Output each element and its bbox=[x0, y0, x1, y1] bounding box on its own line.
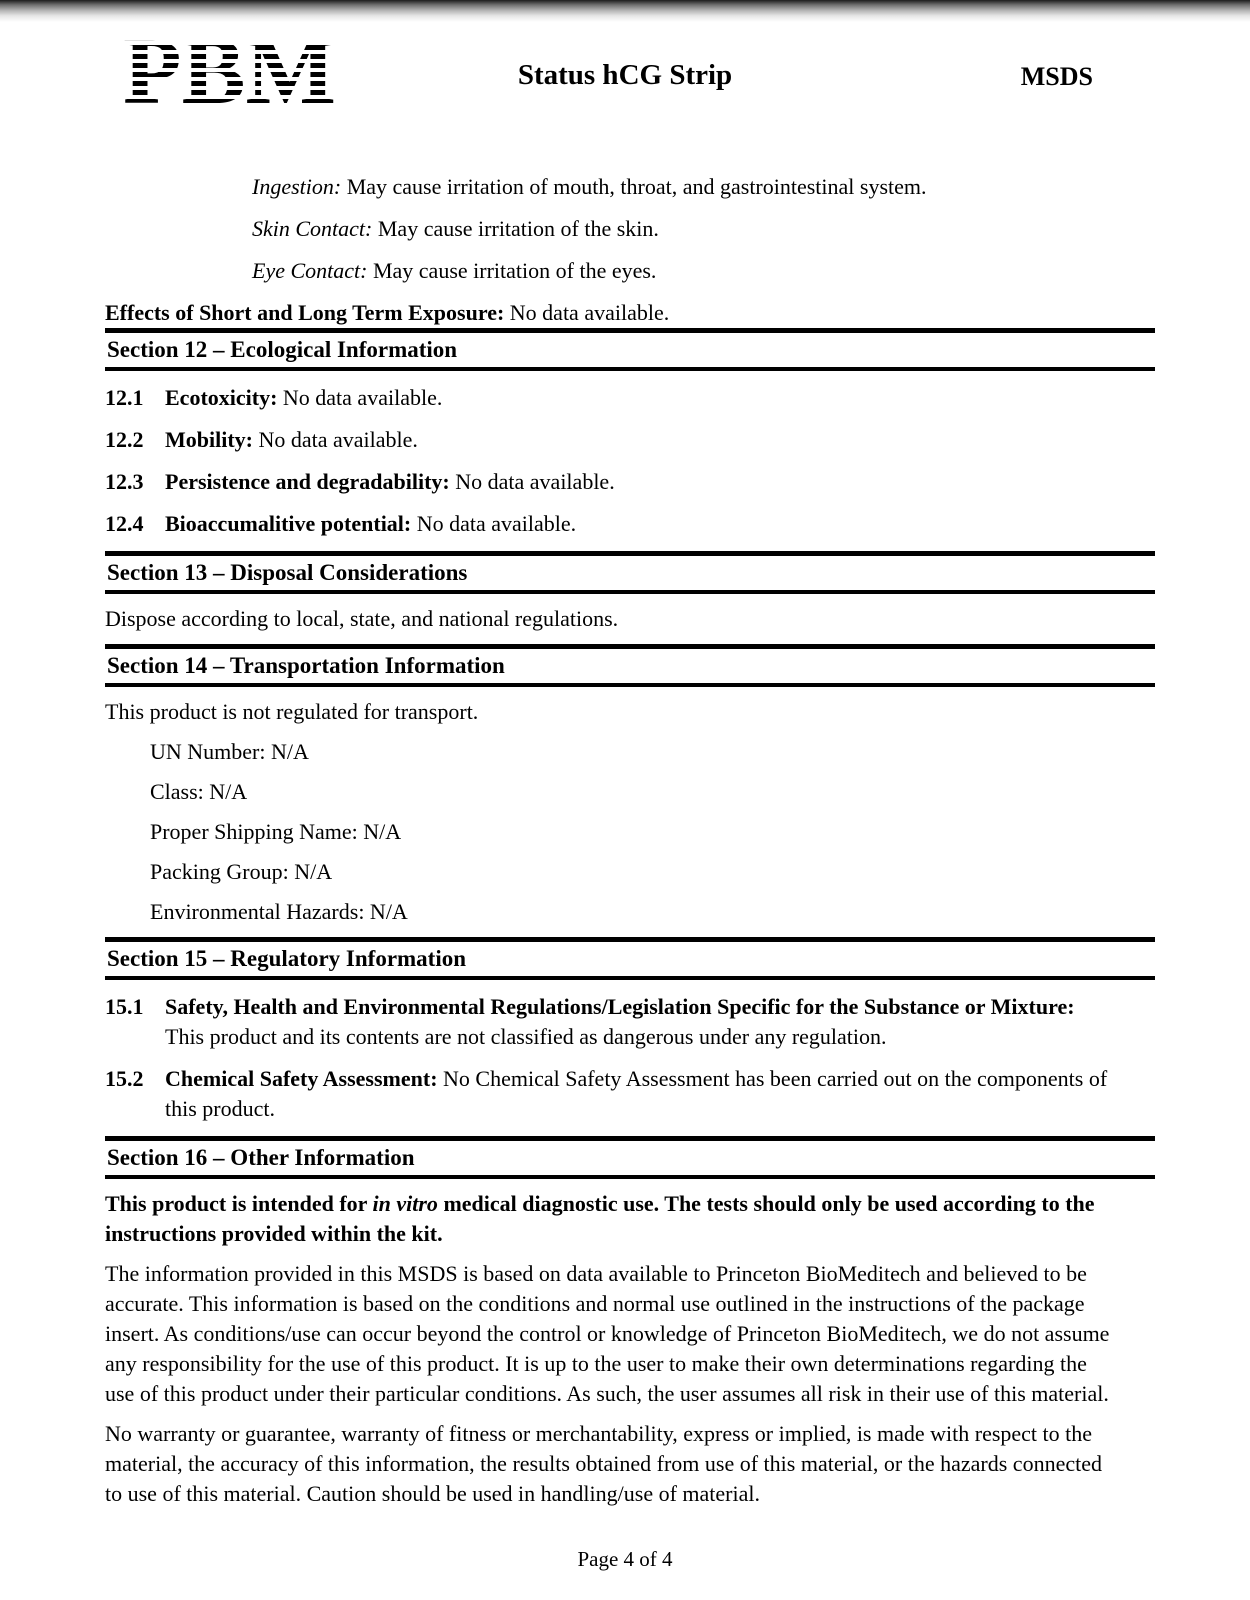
intended-use-pre: This product is intended for bbox=[105, 1191, 373, 1216]
transport-field-shipping-name: Proper Shipping Name: N/A bbox=[150, 819, 402, 844]
section-title: Section 13 – Disposal Considerations bbox=[107, 560, 468, 585]
section-15-header bbox=[105, 937, 1155, 980]
item-label: Persistence and degradability: bbox=[165, 469, 450, 494]
transport-field-un-number: UN Number: N/A bbox=[150, 739, 309, 764]
section-14-intro: This product is not regulated for transport. bbox=[105, 699, 479, 724]
exposure-route-eye-contact bbox=[105, 256, 1155, 286]
section-16-intended-use bbox=[105, 1189, 1110, 1249]
item-text: No Chemical Safety Assessment has been carried out on the components of this product. bbox=[165, 1066, 1108, 1121]
item-number: 15.1 bbox=[105, 994, 144, 1019]
route-label: Skin Contact: bbox=[252, 216, 373, 241]
section-13-text: Dispose according to local, state, and national regulations. bbox=[105, 606, 619, 631]
section-title: Section 14 – Transportation Information bbox=[107, 653, 505, 678]
item-number: 12.3 bbox=[105, 469, 144, 494]
route-text: May cause irritation of the skin. bbox=[377, 216, 659, 241]
route-label: Eye Contact: bbox=[252, 258, 368, 283]
transport-field-packing-group: Packing Group: N/A bbox=[150, 859, 333, 884]
item-text: No data available. bbox=[258, 427, 418, 452]
route-text: May cause irritation of mouth, throat, and gastrointestinal system. bbox=[346, 174, 927, 199]
route-text: May cause irritation of the eyes. bbox=[372, 258, 657, 283]
section-title: Section 12 – Ecological Information bbox=[107, 337, 458, 362]
disclaimer-paragraph-2: No warranty or guarantee, warranty of fitness or merchantability, express or implied, is made with respect to the material, the accuracy of this information, the results obtained from use of this material, or the hazards connected to use of this material. Caution should be used in handling/use of material. bbox=[105, 1421, 1102, 1506]
pbm-logo: PBM bbox=[123, 20, 337, 124]
section-15-item-regulations bbox=[105, 992, 1110, 1052]
in-vitro-emphasis: in vitro bbox=[372, 1191, 438, 1216]
item-label: Chemical Safety Assessment: bbox=[165, 1066, 438, 1091]
item-label: Safety, Health and Environmental Regulations/Legislation Specific for the Substance or Mixture: bbox=[165, 994, 1075, 1019]
section-12-item-ecotoxicity bbox=[105, 383, 1110, 413]
exposure-route-skin-contact bbox=[105, 214, 1155, 244]
item-label: Bioaccumalitive potential: bbox=[165, 511, 412, 536]
section-12-item-persistence bbox=[105, 467, 1110, 497]
section-14-header bbox=[105, 644, 1155, 687]
item-number: 12.2 bbox=[105, 427, 144, 452]
item-label: Ecotoxicity: bbox=[165, 385, 278, 410]
transport-field-environmental-hazards: Environmental Hazards: N/A bbox=[150, 899, 408, 924]
item-number: 15.2 bbox=[105, 1066, 144, 1091]
item-label: Mobility: bbox=[165, 427, 253, 452]
section-13-header bbox=[105, 551, 1155, 594]
disclaimer-paragraph-1: The information provided in this MSDS is based on data available to Princeton BioMeditech and believed to be accurate. This information is based on the conditions and normal use outlined in the instructions of the package insert. As conditions/use can occur beyond the control or knowledge of Princeton BioMeditech, we do not assume any responsibility for the use of this product. It is up to the user to make their own determinations regarding the use of this product under their particular conditions. As such, the user assumes all risk in their use of this material. bbox=[105, 1261, 1110, 1406]
section-12-header bbox=[105, 328, 1155, 371]
document-title: Status hCG Strip bbox=[517, 59, 733, 91]
intended-use-post: medical diagnostic use. The tests should only be used according to the instructions provided within the kit. bbox=[105, 1191, 1095, 1246]
page-header bbox=[0, 0, 1250, 160]
item-text: No data available. bbox=[455, 469, 615, 494]
document-body bbox=[0, 172, 1250, 1509]
item-text: No data available. bbox=[416, 511, 577, 536]
section-12-item-mobility bbox=[105, 425, 1110, 455]
section-12-item-bioaccumulative bbox=[105, 509, 1110, 539]
effects-line bbox=[105, 298, 1110, 328]
exposure-route-ingestion bbox=[105, 172, 1155, 202]
section-15-item-chemical-safety bbox=[105, 1064, 1110, 1124]
item-number: 12.1 bbox=[105, 385, 144, 410]
section-16-header bbox=[105, 1136, 1155, 1179]
item-number: 12.4 bbox=[105, 511, 144, 536]
section-title: Section 15 – Regulatory Information bbox=[107, 946, 467, 971]
document-type-label: MSDS bbox=[1020, 62, 1093, 91]
transport-field-class: Class: N/A bbox=[150, 779, 248, 804]
section-title: Section 16 – Other Information bbox=[107, 1145, 415, 1170]
effects-label: Effects of Short and Long Term Exposure: bbox=[105, 300, 505, 325]
page-number: Page 4 of 4 bbox=[577, 1547, 673, 1571]
item-text: This product and its contents are not classified as dangerous under any regulation. bbox=[165, 1024, 887, 1049]
item-text: No data available. bbox=[282, 385, 443, 410]
effects-text: No data available. bbox=[509, 300, 670, 325]
route-label: Ingestion: bbox=[252, 174, 342, 199]
